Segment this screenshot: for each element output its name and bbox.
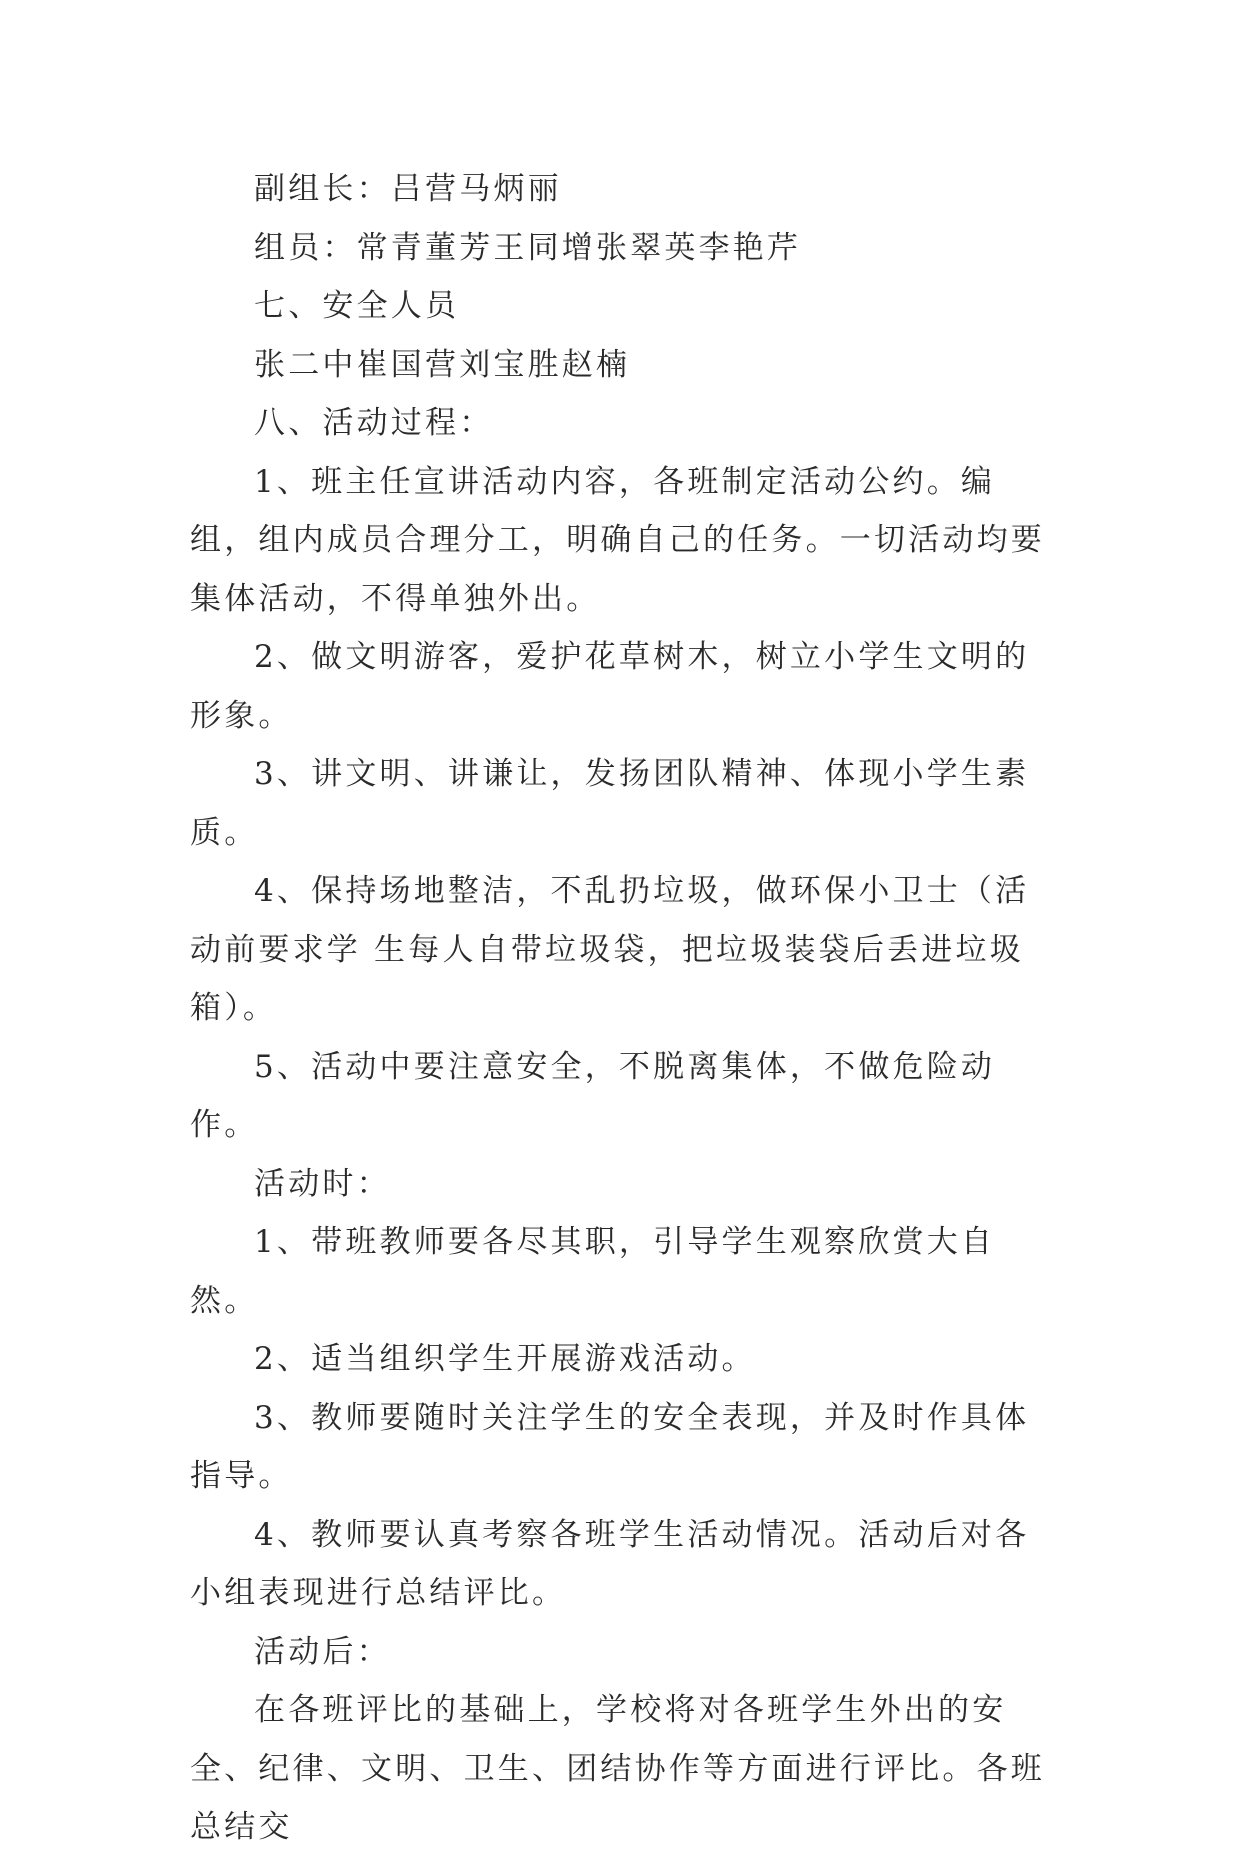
paragraph-during-item-4: 4、教师要认真考察各班学生活动情况。活动后对各小组表现进行总结评比。 [190,1516,1030,1611]
paragraph-process-item-3: 3、讲文明、讲谦让，发扬团队精神、体现小学生素质。 [190,756,1030,851]
paragraph-process-item-5: 5、活动中要注意安全，不脱离集体，不做危险动作。 [190,1048,996,1143]
paragraph-during-item-2: 2、适当组织学生开展游戏活动。 [254,1341,756,1377]
paragraph-after-summary: 在各班评比的基础上，学校将对各班学生外出的安全、纪律、文明、卫生、团结协作等方面进行评比。各班总结交 [190,1692,1045,1845]
paragraph-process-item-2: 2、做文明游客，爱护花草树木，树立小学生文明的形象。 [190,639,1030,734]
paragraph-deputy-leader: 副组长：吕营马炳丽 [254,171,562,207]
paragraph-safety-names: 张二中崔国营刘宝胜赵楠 [254,346,631,383]
heading-after-activity: 活动后： [254,1633,391,1670]
paragraph-during-item-1: 1、带班教师要各尽其职，引导学生观察欣赏大自然。 [190,1224,996,1319]
heading-activity-process: 八、活动过程： [254,405,494,441]
heading-during-activity: 活动时： [254,1165,391,1202]
paragraph-process-item-1: 1、班主任宣讲活动内容，各班制定活动公约。编组，组内成员合理分工，明确自己的任务。一切活动均要集体活动，不得单独外出。 [190,463,1045,617]
document-body [190,160,1050,1857]
heading-safety-personnel: 七、安全人员 [254,288,460,324]
paragraph-during-item-3: 3、教师要随时关注学生的安全表现，并及时作具体指导。 [190,1399,1030,1494]
paragraph-members: 组员：常青董芳王同增张翠英李艳芹 [254,229,802,266]
paragraph-process-item-4: 4、保持场地整洁，不乱扔垃圾，做环保小卫士（活动前要求学 生每人自带垃圾袋，把垃圾装袋后丢进垃圾箱）。 [190,873,1030,1026]
